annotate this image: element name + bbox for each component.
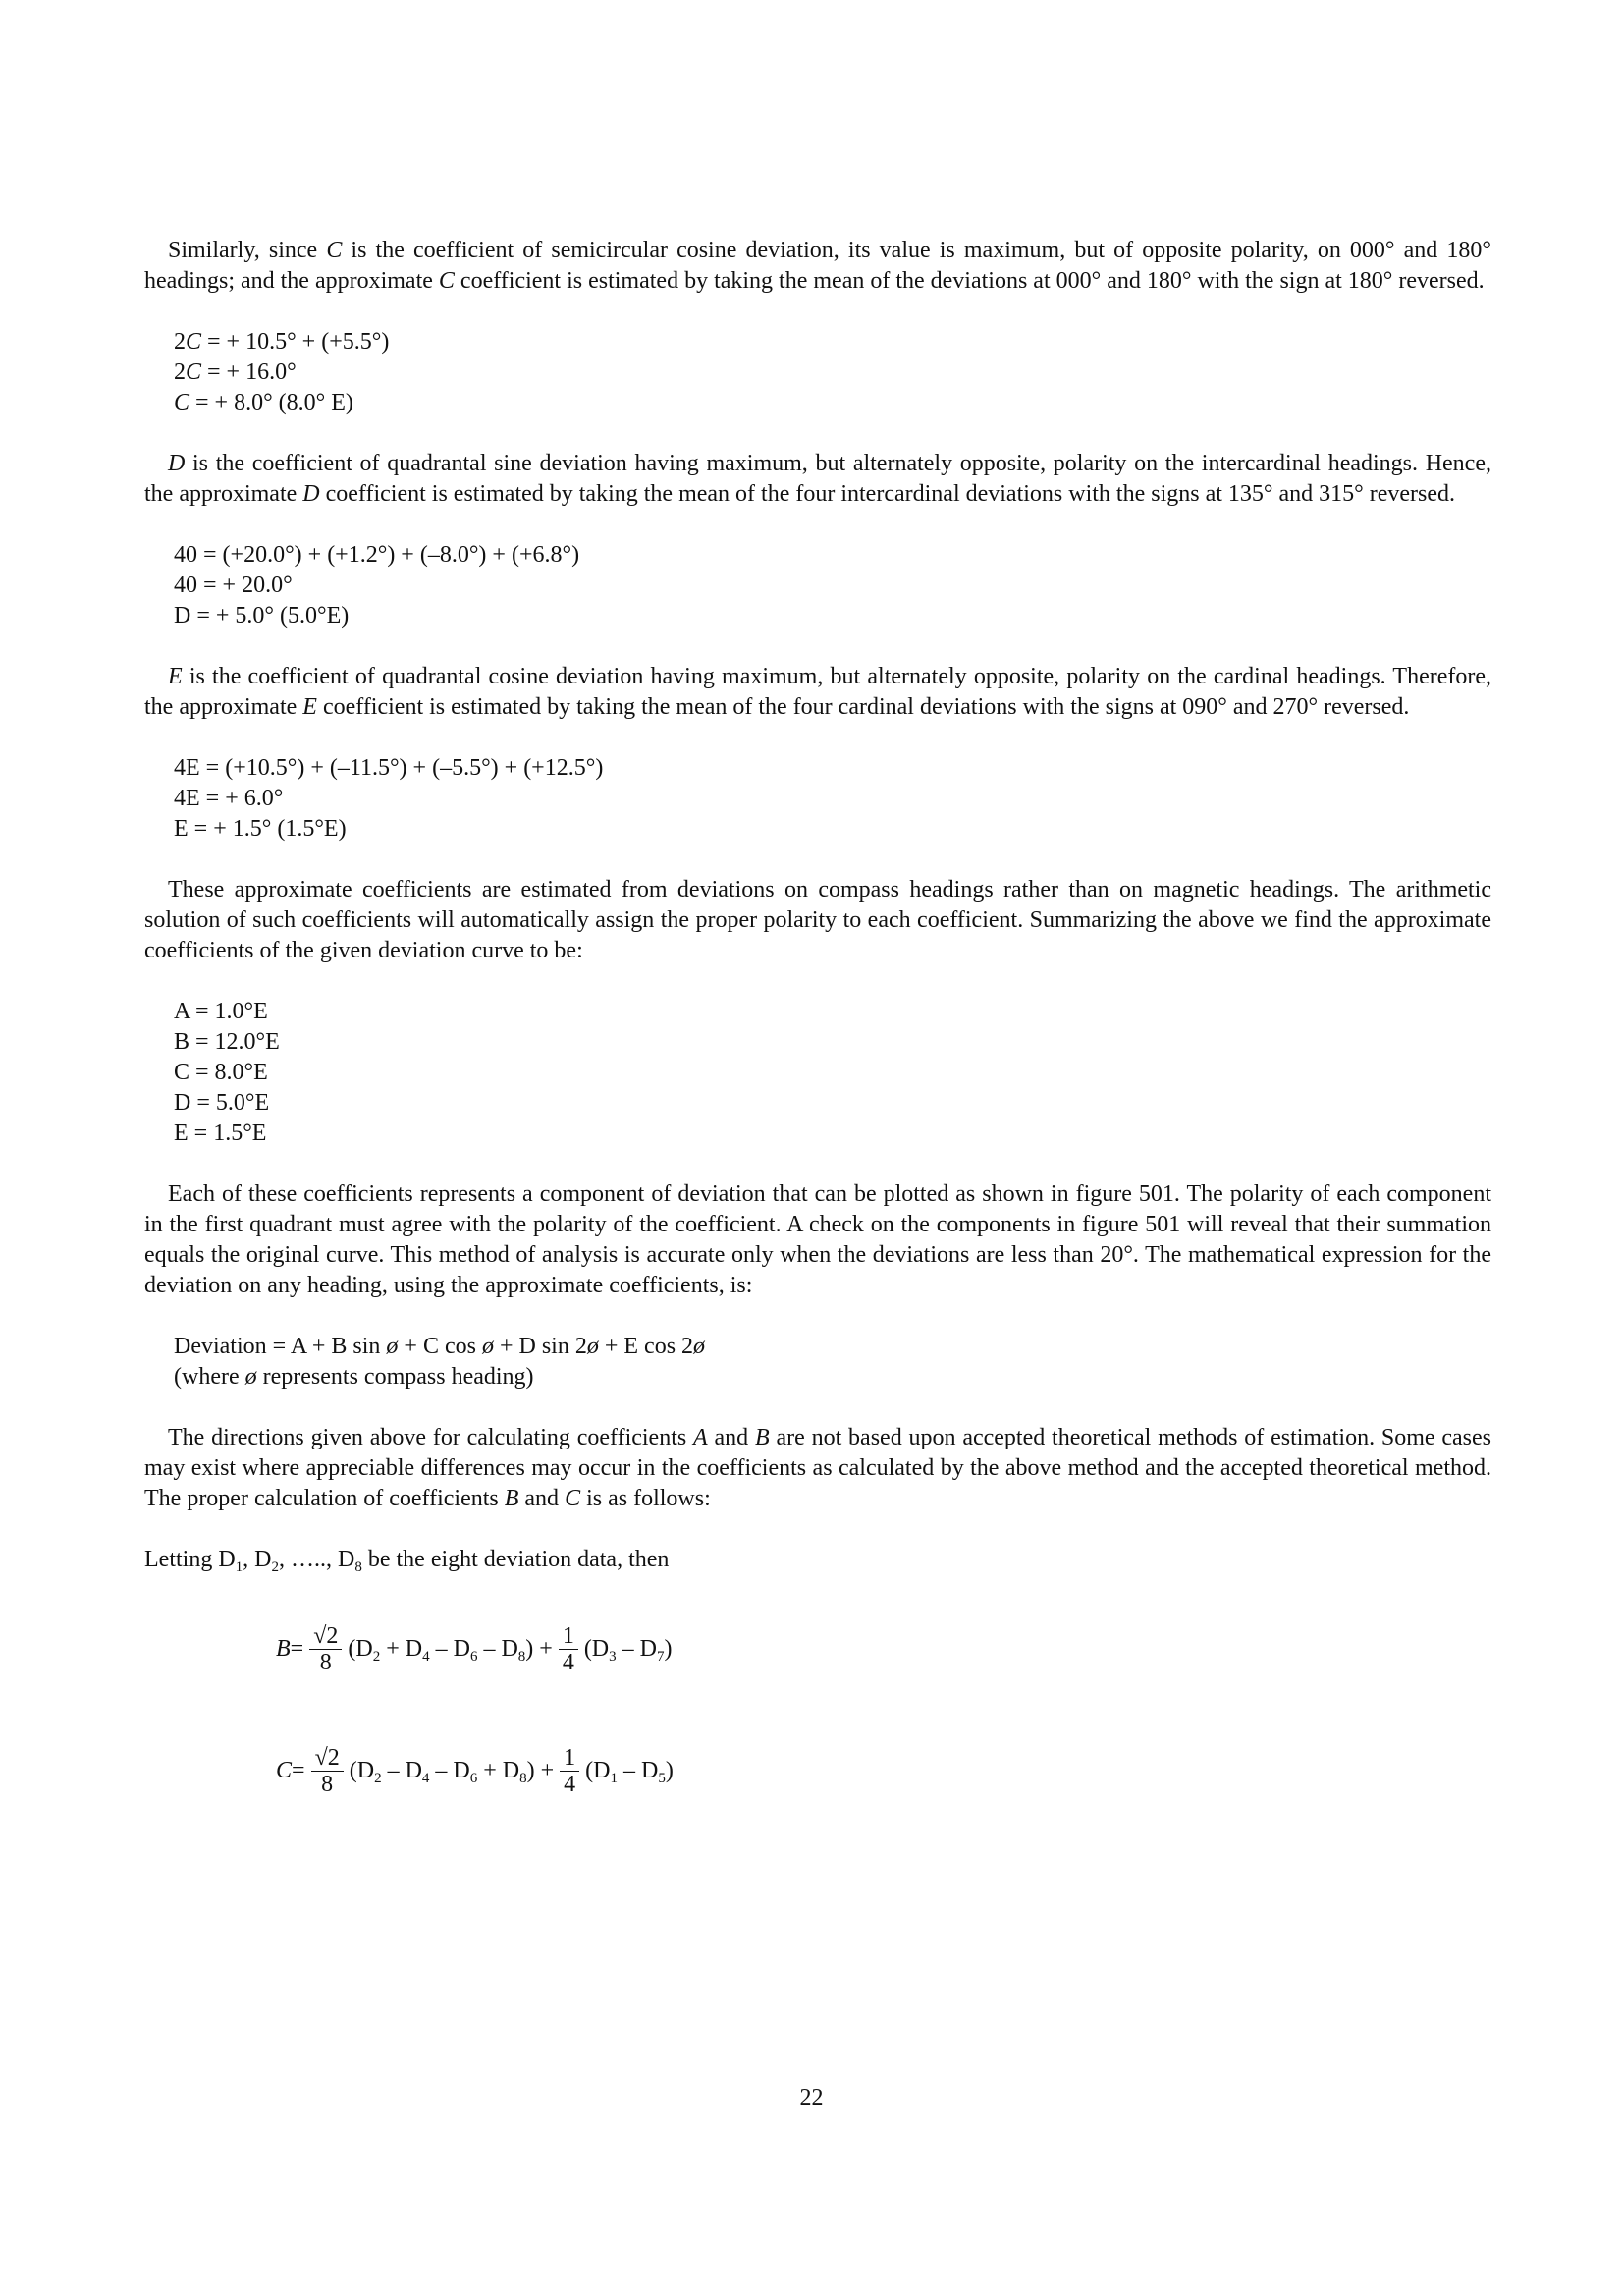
paragraph-theoretical-method: The directions given above for calculating coefficients A and B are not based upon accepted theoretical methods of estimation. Some cases may exist where appreciable differences may occur in the coefficients as calculated by the above method and the accepted theoretical method. The proper calculation of coefficients B and C is as follows: bbox=[144, 1425, 1491, 1511]
formula-c-tail: $(D_1 - D_5)$ bbox=[585, 1757, 674, 1786]
calc-line: 40 = (+20.0°) + (+1.2°) + (–8.0°) + (+6.8°) bbox=[174, 542, 580, 568]
calc-line: 4E = (+10.5°) + (–11.5°) + (–5.5°) + (+12.5°) bbox=[174, 755, 604, 781]
formula-c-lhs: C bbox=[276, 1757, 293, 1783]
deviation-note: (where ø represents compass heading) bbox=[174, 1364, 534, 1390]
page-number: 22 bbox=[799, 2085, 824, 2110]
calc-line: D = + 5.0° (5.0°E) bbox=[174, 603, 350, 629]
formula-b-terms: $(D_2 + D_4 - D_6 - D_8)$ + bbox=[348, 1635, 553, 1665]
calculation-d bbox=[174, 540, 1491, 631]
page-body bbox=[144, 236, 1491, 1801]
paragraph-c-coefficient: Similarly, since C is the coefficient of semicircular cosine deviation, its value is maximum, but of opposite polarity, on 000° and 180° headings; and the approximate C coefficient is estimated by taking the mean of the deviations at 000° and 180° with the sign at 180° reversed. bbox=[144, 238, 1491, 294]
coefficient-e: E = 1.5°E bbox=[174, 1121, 267, 1146]
fraction-sqrt2-over-8: $\frac{√2}{8}$ bbox=[311, 1745, 344, 1797]
calculation-c bbox=[174, 327, 1491, 418]
fraction-1-over-4: $\frac{1}{4}$ bbox=[560, 1745, 579, 1797]
calc-line: 4E = + 6.0° bbox=[174, 786, 284, 811]
calculation-e bbox=[174, 753, 1491, 845]
coefficient-list bbox=[174, 997, 1491, 1149]
calc-line: C = + 8.0° (8.0° E) bbox=[174, 390, 353, 415]
paragraph-d-coefficient: D is the coefficient of quadrantal sine deviation having maximum, but alternately opposite, polarity on the intercardinal headings. Hence, the approximate D coefficient is estimated by taking the mean of the four intercardinal deviations with the signs at 135° and 315° reversed. bbox=[144, 451, 1491, 507]
calc-line: 40 = + 20.0° bbox=[174, 573, 293, 598]
fraction-sqrt2-over-8: $\frac{√2}{8}$ bbox=[309, 1623, 342, 1675]
coefficient-d: D = 5.0°E bbox=[174, 1090, 270, 1116]
paragraph-components: Each of these coefficients represents a component of deviation that can be plotted as shown in figure 501. The polarity of each component in the first quadrant must agree with the polarity of the coefficient. A check on the components in figure 501 will reveal that their summation equals the original curve. This method of analysis is accurate only when the deviations are less than 20°. The mathematical expression for the deviation on any heading, using the approximate coefficients, is: bbox=[144, 1181, 1491, 1298]
formula-c-terms: $(D_2 - D_4 - D_6 + D_8)$ + bbox=[349, 1757, 555, 1786]
coefficient-a: A = 1.0°E bbox=[174, 999, 268, 1024]
deviation-formula: Deviation = A + B sin ø + C cos ø + D sin 2ø + E cos 2ø bbox=[174, 1334, 706, 1359]
formula-b-tail: $(D_3 - D_7)$ bbox=[583, 1635, 673, 1665]
coefficient-c: C = 8.0°E bbox=[174, 1060, 268, 1085]
formula-b: B = $\frac{√2}{8}$ $(D_2 + D_4 - D_6 - D_8)$ + $\frac{1}{4}$ $(D_3 - D_7)$ bbox=[276, 1622, 673, 1675]
deviation-expression bbox=[174, 1332, 1491, 1393]
paragraph-e-coefficient: E is the coefficient of quadrantal cosine deviation having maximum, but alternately opposite, polarity on the cardinal headings. Therefore, the approximate E coefficient is estimated by taking the mean of the four cardinal deviations with the signs at 090° and 270° reversed. bbox=[144, 664, 1491, 720]
formula-c: C = $\frac{√2}{8}$ $(D_2 - D_4 - D_6 + D_8)$ + $\frac{1}{4}$ $(D_1 - D_5)$ bbox=[276, 1744, 674, 1797]
calc-line: 2C = + 16.0° bbox=[174, 359, 297, 385]
calc-line: E = + 1.5° (1.5°E) bbox=[174, 816, 347, 842]
paragraph-summary: These approximate coefficients are estimated from deviations on compass headings rather than on magnetic headings. The arithmetic solution of such coefficients will automatically assign the proper polarity to each coefficient. Summarizing the above we find the approximate coefficients of the given deviation curve to be: bbox=[144, 877, 1491, 963]
calc-line: 2C = + 10.5° + (+5.5°) bbox=[174, 329, 390, 355]
formula-b-lhs: B bbox=[276, 1635, 291, 1662]
coefficient-b: B = 12.0°E bbox=[174, 1029, 280, 1055]
fraction-1-over-4: $\frac{1}{4}$ bbox=[559, 1623, 578, 1675]
paragraph-letting: Letting $D_1$, $D_2$, ….., $D_8$ be the eight deviation data, then bbox=[144, 1547, 670, 1575]
